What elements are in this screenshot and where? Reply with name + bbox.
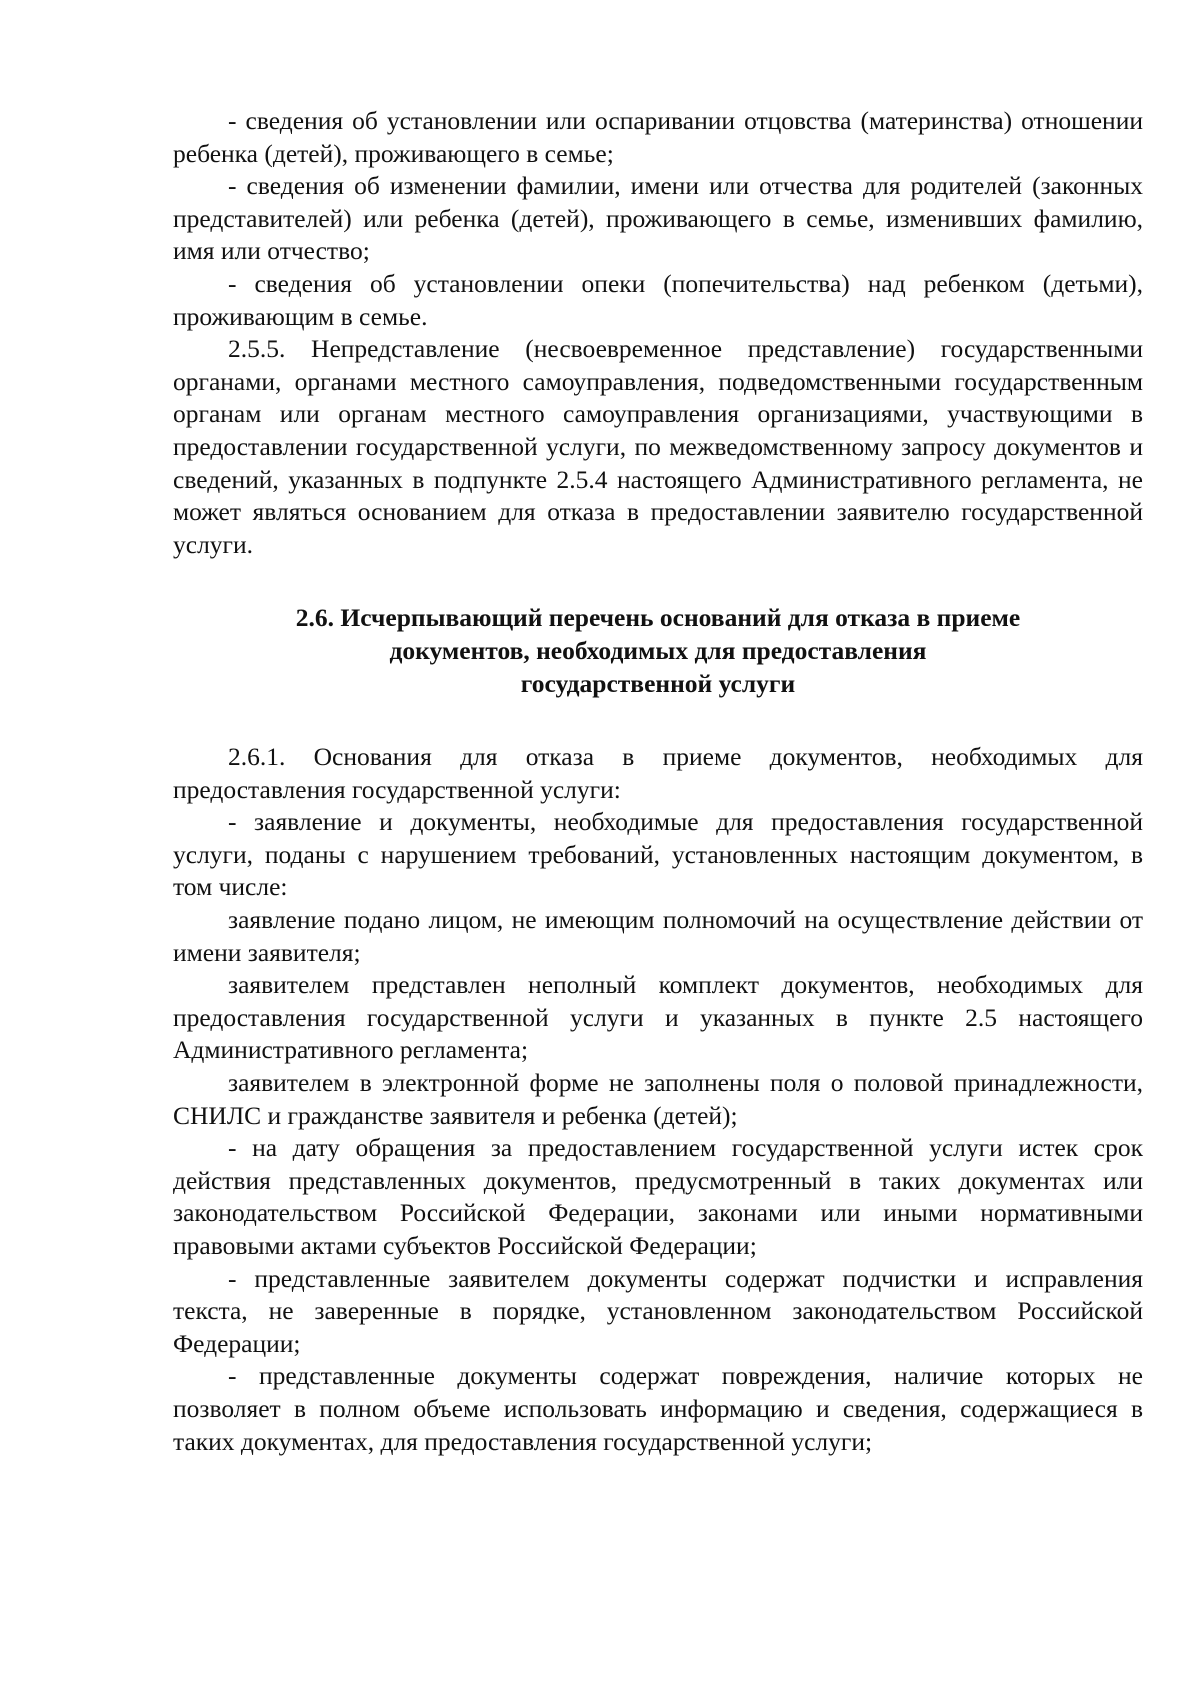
paragraph-no-authority: заявление подано лицом, не имеющим полномочий на осуществление действии от имени заявителя; xyxy=(173,905,1143,967)
paragraph-guardianship-info: - сведения об установлении опеки (попечительства) над ребенком (детьми), проживающим в семье. xyxy=(173,268,1143,331)
heading-line-1: 2.6. Исчерпывающий перечень оснований для отказа в приеме xyxy=(295,603,1021,633)
paragraph-2-5-5: 2.5.5. Непредставление (несвоевременное представление) государственными органами, органами местного самоуправления, подведомственными государственным органам или органам местного самоуправления организациями, участвующими в предоставлении государственной услуги, по межведомственному запросу документов и сведений, указанных в подпункте 2.5.4 настоящего Административного регламента, не может являться основанием для отказа в предоставлении заявителю государственной услуги. xyxy=(173,334,1143,559)
paragraph-2-6-1: 2.6.1. Основания для отказа в приеме документов, необходимых для предоставления государственной услуги: xyxy=(173,742,1143,804)
paragraph-name-change-info: - сведения об изменении фамилии, имени или отчества для родителей (законных представителей) или ребенка (детей), проживающего в семье, изменивших фамилию, имя или отчество; xyxy=(173,171,1143,266)
paragraph-damaged-documents: - представленные документы содержат повреждения, наличие которых не позволяет в полном объеме использовать информацию и сведения, содержащиеся в таких документах, для предоставления государственной услуги; xyxy=(173,1361,1143,1456)
paragraph-incomplete-set: заявителем представлен неполный комплект документов, необходимых для предоставления государственной услуги и указанных в пункте 2.5 настоящего Административного регламента; xyxy=(173,970,1143,1065)
heading-line-3: государственной услуги xyxy=(520,668,796,698)
paragraph-empty-fields: заявителем в электронной форме не заполнены поля о половой принадлежности, СНИЛС и гражданстве заявителя и ребенка (детей); xyxy=(173,1068,1143,1130)
paragraph-corrections: - представленные заявителем документы содержат подчистки и исправления текста, не заверенные в порядке, установленном законодательством Российской Федерации; xyxy=(173,1263,1143,1358)
paragraph-expired-documents: - на дату обращения за предоставлением государственной услуги истек срок действия представленных документов, предусмотренный в таких документах или законодательством Российской Федерации, законами или иными нормативными правовыми актами субъектов Российской Федерации; xyxy=(173,1133,1143,1260)
section-heading-2-6 xyxy=(173,602,1143,700)
heading-line-2: документов, необходимых для предоставления xyxy=(389,635,927,665)
paragraph-requirements-violation: - заявление и документы, необходимые для предоставления государственной услуги, поданы с нарушением требований, установленных настоящим документом, в том числе: xyxy=(173,807,1143,902)
paragraph-paternity-info: - сведения об установлении или оспаривании отцовства (материнства) отношении ребенка (детей), проживающего в семье; xyxy=(173,106,1143,168)
document-page xyxy=(173,105,1143,1458)
